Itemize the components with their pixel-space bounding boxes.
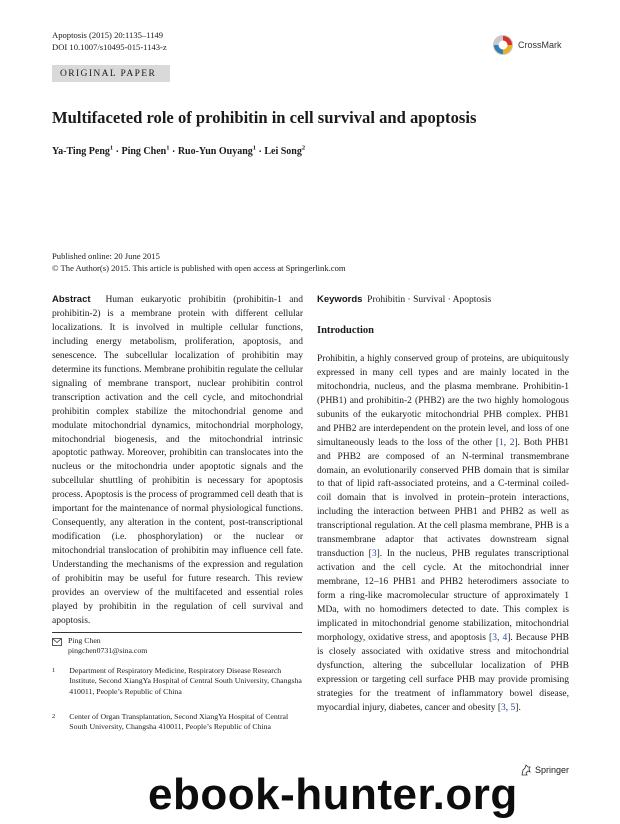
right-column (317, 293, 569, 716)
citation-link[interactable]: 3 (492, 632, 497, 643)
author-separator: · (256, 146, 265, 158)
author[interactable]: Ping Chen$^1$ (121, 145, 170, 158)
envelope-icon (52, 638, 62, 646)
introduction-paragraph (317, 353, 569, 716)
crossmark-badge[interactable] (492, 30, 572, 60)
affiliation-number: 2 (52, 713, 56, 720)
citation-link[interactable]: 3 (501, 702, 506, 713)
citation-link[interactable]: 1 (499, 437, 504, 448)
citation-link[interactable]: 2 (509, 437, 515, 448)
introduction-text: , (496, 632, 503, 643)
author-separator: · (113, 146, 122, 158)
citation-link[interactable]: 3 (371, 549, 377, 560)
correspondence (52, 636, 147, 657)
copyright-notice: © The Author(s) 2015. This article is published with open access at Springerlink.com (52, 262, 346, 273)
author-list (52, 145, 305, 157)
journal-citation: Apoptosis (2015) 20:1135–1149 (52, 30, 164, 40)
affiliation (52, 712, 302, 733)
affiliation-number: 1 (52, 667, 56, 674)
abstract (52, 293, 303, 629)
citation-link[interactable]: 4 (502, 632, 508, 643)
introduction-text: , (503, 437, 510, 448)
keywords-text: Prohibitin · Survival · Apoptosis (367, 295, 492, 305)
introduction-text: ]. In the nucleus, PHB regulates transcriptional activation and the cell cycle. At the mitochondrial inner membrane, 12–16 PHB1 and PHB2 heterodimers associate to form a ring-like macromolecular structure of approximately 1 MDa, with no homodimers detected to date. This complex is implicated in mitochondrial genome stabilization, mitochondrial morphology, oxidative stress, and apoptosis [ (317, 549, 569, 643)
correspondent-email[interactable]: pingchen0731@sina.com (68, 646, 148, 656)
introduction-text: Prohibitin, a highly conserved group of proteins, are ubiquitously expressed in many cell types and are mainly located in the mitochondria, nucleus, and the plasma membrane. Prohibitin-1 (PHB1) and prohibitin-2 (PHB2) are the two highly homologous subunits of the eukaryotic mitochondrial PHB complex. PHB1 and PHB2 are interdependent on the protein level, and loss of one simultaneously leads to the loss of the other [ (317, 353, 569, 448)
affiliation-text: Center of Organ Transplantation, Second XiangYa Hospital of Central South University, Changsha 410011, People’s Republic of China (69, 712, 289, 732)
author[interactable]: Ya-Ting Peng$^1$ (52, 145, 114, 158)
keywords (317, 293, 569, 308)
crossmark-label: CrossMark (518, 40, 562, 50)
published-date: Published online: 20 June 2015 (52, 251, 160, 261)
author-separator: · (169, 146, 178, 158)
correspondent-name: Ping Chen (68, 636, 101, 645)
article-type-tag: ORIGINAL PAPER (52, 65, 170, 82)
introduction-text: ]. Because PHB is closely associated with oxidative stress and mitochondrial dysfunction, altering the subcellular localization of PHB expression or targeting cell surface PHB may provide promising strategies for the treatment of inflammatory bowel disease, myocardial injury, diabetes, cancer and obesity [ (317, 632, 570, 713)
crossmark-icon (492, 34, 514, 56)
author[interactable]: Ruo-Yun Ouyang$^1$ (177, 145, 257, 158)
article-title: Multifaceted role of prohibitin in cell survival and apoptosis (52, 108, 477, 127)
footnote-divider (52, 632, 302, 633)
abstract-text: Human eukaryotic prohibitin (prohibitin-1 and prohibitin-2) is a membrane protein with different cellular localizations. It is involved in multiple cellular functions, including energy metabolism, proliferation, apoptosis, and senescence. The subcellular localization of prohibitin may determine its functions. Membrane prohibitin regulate the cellular signaling of membrane transport, nuclear prohibitin control transcription activation and the cell cycle, and mitochondrial prohibitin complex stabilize the mitochondrial genome and modulate mitochondrial dynamics, mitochondrial morphology, mitochondrial biogenesis, and the mitochondrial intrinsic apoptotic pathway. Moreover, prohibitin can translocates into the nucleus or the mitochondria under apoptotic signals and the subcellular shuttling of prohibitin is necessary for apoptosis process. Apoptosis is the process of programmed cell death that is important for the maintenance of normal physiological functions. Consequently, any alteration in the content, post-transcriptional modification (i.e. phosphorylation) or the nuclear or mitochondrial translocation of prohibitin may influence cell fate. Understanding the mechanisms of the expression and regulation of prohibitin may be useful for future research. This review provides an overview of the multifaceted and essential roles played by prohibitin in the regulation of cell survival and apoptosis. (52, 295, 304, 626)
introduction-heading: Introduction (317, 324, 374, 336)
abstract-heading: Abstract (52, 294, 91, 305)
publisher-logo (520, 764, 569, 776)
affiliation-text: Department of Respiratory Medicine, Respiratory Disease Research Institute, Second XiangYa Hospital of Central South University, Changsha 410011, People’s Republic of China (69, 666, 302, 696)
introduction-text: , (505, 702, 511, 713)
introduction-text: ]. (515, 702, 521, 713)
author[interactable]: Lei Song$^2$ (264, 145, 306, 158)
citation-link[interactable]: 5 (510, 702, 516, 713)
doi[interactable]: DOI 10.1007/s10495-015-1143-z (52, 41, 167, 52)
springer-horse-icon (520, 764, 532, 776)
keywords-heading: Keywords (317, 294, 363, 305)
publisher-name: Springer (535, 765, 570, 775)
publication-info (52, 251, 346, 274)
watermark: ebook-hunter.org (148, 770, 518, 819)
journal-header (52, 30, 167, 53)
affiliation (52, 666, 302, 697)
introduction-text: ]. Both PHB1 and PHB2 are composed of an N-terminal transmembrane domain, an evolutionarily conserved PHB domain that is similar to that of lipid raft-associated proteins, and a C-terminal coiled-coil domain that is involved in protein–protein interactions, including the interaction between PHB1 and PHB2 as well as transcriptional regulation. At the cell plasma membrane, PHB is a transmembrane adaptor that activates downstream signal transduction [ (317, 437, 570, 560)
